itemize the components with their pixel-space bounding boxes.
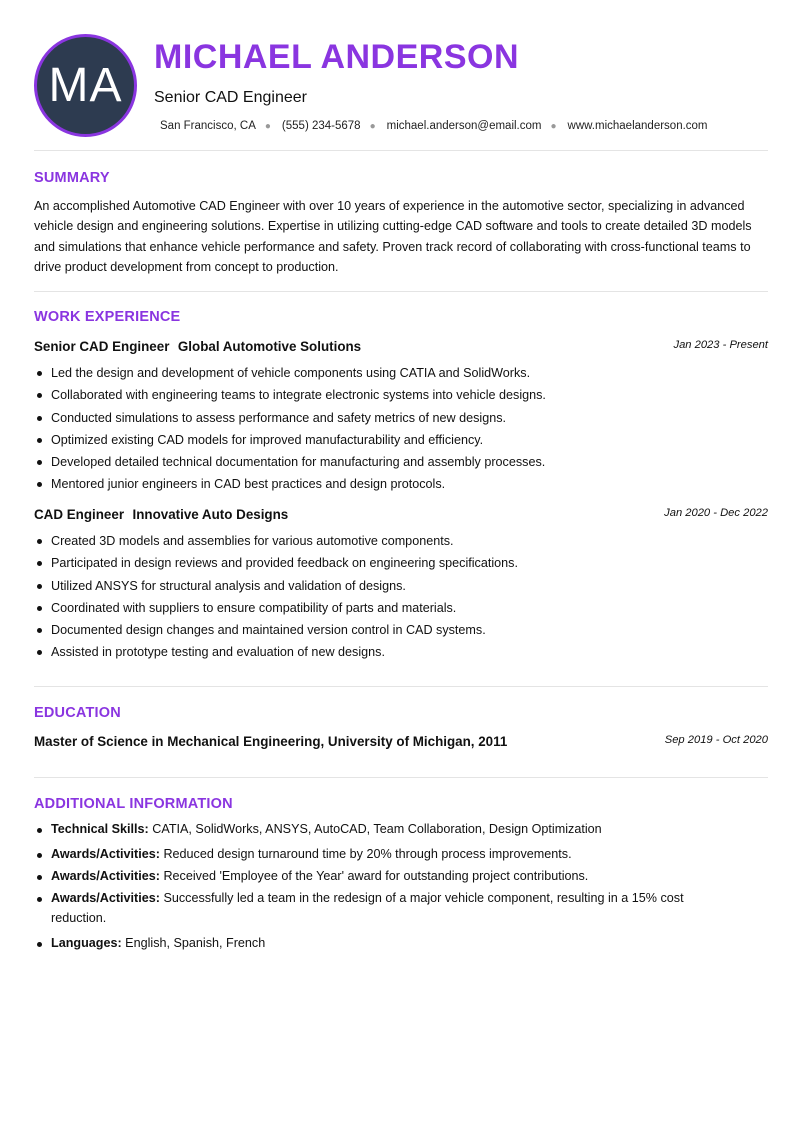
- job-company: Innovative Auto Designs: [132, 507, 289, 522]
- degree: Master of Science in Mechanical Engineering, University of Michigan, 2011: [34, 734, 508, 749]
- education-entry: [34, 733, 768, 753]
- job-dates: Jan 2020 - Dec 2022: [664, 507, 768, 519]
- list-item: Optimized existing CAD models for improved manufacturability and efficiency.: [34, 429, 768, 451]
- list-item: [34, 867, 768, 887]
- job-entry: [34, 338, 768, 496]
- list-item: [34, 845, 768, 865]
- list-item: [34, 820, 768, 840]
- item-text: Received 'Employee of the Year' award for outstanding project contributions.: [159, 869, 589, 884]
- location: San Francisco, CA: [160, 120, 256, 132]
- item-label: Languages:: [51, 935, 122, 950]
- separator-dot-icon: ●: [264, 120, 271, 132]
- divider: [34, 150, 768, 151]
- avatar: MA: [34, 34, 137, 137]
- job-dates: Jan 2023 - Present: [673, 339, 768, 351]
- education-heading: EDUCATION: [34, 705, 121, 721]
- job-title: Senior CAD Engineer: [154, 89, 307, 106]
- list-item: Documented design changes and maintained version control in CAD systems.: [34, 619, 768, 641]
- divider: [34, 777, 768, 778]
- item-label: Technical Skills:: [51, 822, 149, 836]
- item-text: CATIA, SolidWorks, ANSYS, AutoCAD, Team Collaboration, Design Optimization: [148, 822, 602, 836]
- separator-dot-icon: ●: [550, 120, 557, 132]
- list-item: Created 3D models and assemblies for various automotive components.: [34, 530, 768, 552]
- item-text: English, Spanish, French: [121, 935, 266, 950]
- job-role: CAD Engineer: [34, 507, 125, 522]
- list-item: Conducted simulations to assess performance and safety metrics of new designs.: [34, 407, 768, 429]
- job-bullets: [34, 362, 768, 496]
- list-item: Mentored junior engineers in CAD best practices and design protocols.: [34, 473, 768, 495]
- item-text: Reduced design turnaround time by 20% through process improvements.: [159, 846, 572, 861]
- additional-info-list: [34, 820, 768, 956]
- list-item: [34, 934, 768, 954]
- item-label: Awards/Activities:: [51, 846, 160, 861]
- website-link[interactable]: www.michaelanderson.com: [567, 120, 708, 132]
- list-item: Developed detailed technical documentation for manufacturing and assembly processes.: [34, 451, 768, 473]
- list-item: [34, 889, 768, 929]
- job-company: Global Automotive Solutions: [177, 339, 362, 354]
- job-entry: [34, 506, 768, 664]
- item-text: Successfully led a team in the redesign of a major vehicle component, resulting in a 15% cost reduction.: [51, 891, 684, 926]
- work-experience-heading: WORK EXPERIENCE: [34, 309, 181, 325]
- job-role: Senior CAD Engineer: [34, 339, 170, 354]
- list-item: Led the design and development of vehicle components using CATIA and SolidWorks.: [34, 362, 768, 384]
- resume-header: [34, 34, 768, 138]
- list-item: Utilized ANSYS for structural analysis and validation of designs.: [34, 575, 768, 597]
- item-label: Awards/Activities:: [51, 891, 160, 906]
- phone: (555) 234-5678: [281, 120, 361, 132]
- list-item: Assisted in prototype testing and evaluation of new designs.: [34, 641, 768, 663]
- divider: [34, 686, 768, 687]
- summary-text: An accomplished Automotive CAD Engineer with over 10 years of experience in the automotive sector, specializing in advanced vehicle design and engineering solutions. Expertise in utilizing cutting-edge CAD software and tools to create detailed 3D models and simulations that enhance vehicle performance and safety. Proven track record of collaborating with cross-functional teams to drive product development from concept to production.: [34, 199, 752, 274]
- summary-heading: SUMMARY: [34, 170, 110, 186]
- list-item: Collaborated with engineering teams to integrate electronic systems into vehicle designs.: [34, 384, 768, 406]
- separator-dot-icon: ●: [369, 120, 376, 132]
- contact-info: [160, 120, 780, 132]
- divider: [34, 291, 768, 292]
- item-label: Awards/Activities:: [51, 869, 160, 884]
- list-item: Participated in design reviews and provided feedback on engineering specifications.: [34, 552, 768, 574]
- additional-info-heading: ADDITIONAL INFORMATION: [34, 796, 233, 812]
- candidate-name: MICHAEL ANDERSON: [154, 38, 520, 76]
- job-bullets: [34, 530, 768, 664]
- education-dates: Sep 2019 - Oct 2020: [664, 734, 768, 746]
- email-link[interactable]: michael.anderson@email.com: [386, 120, 542, 132]
- list-item: Coordinated with suppliers to ensure compatibility of parts and materials.: [34, 597, 768, 619]
